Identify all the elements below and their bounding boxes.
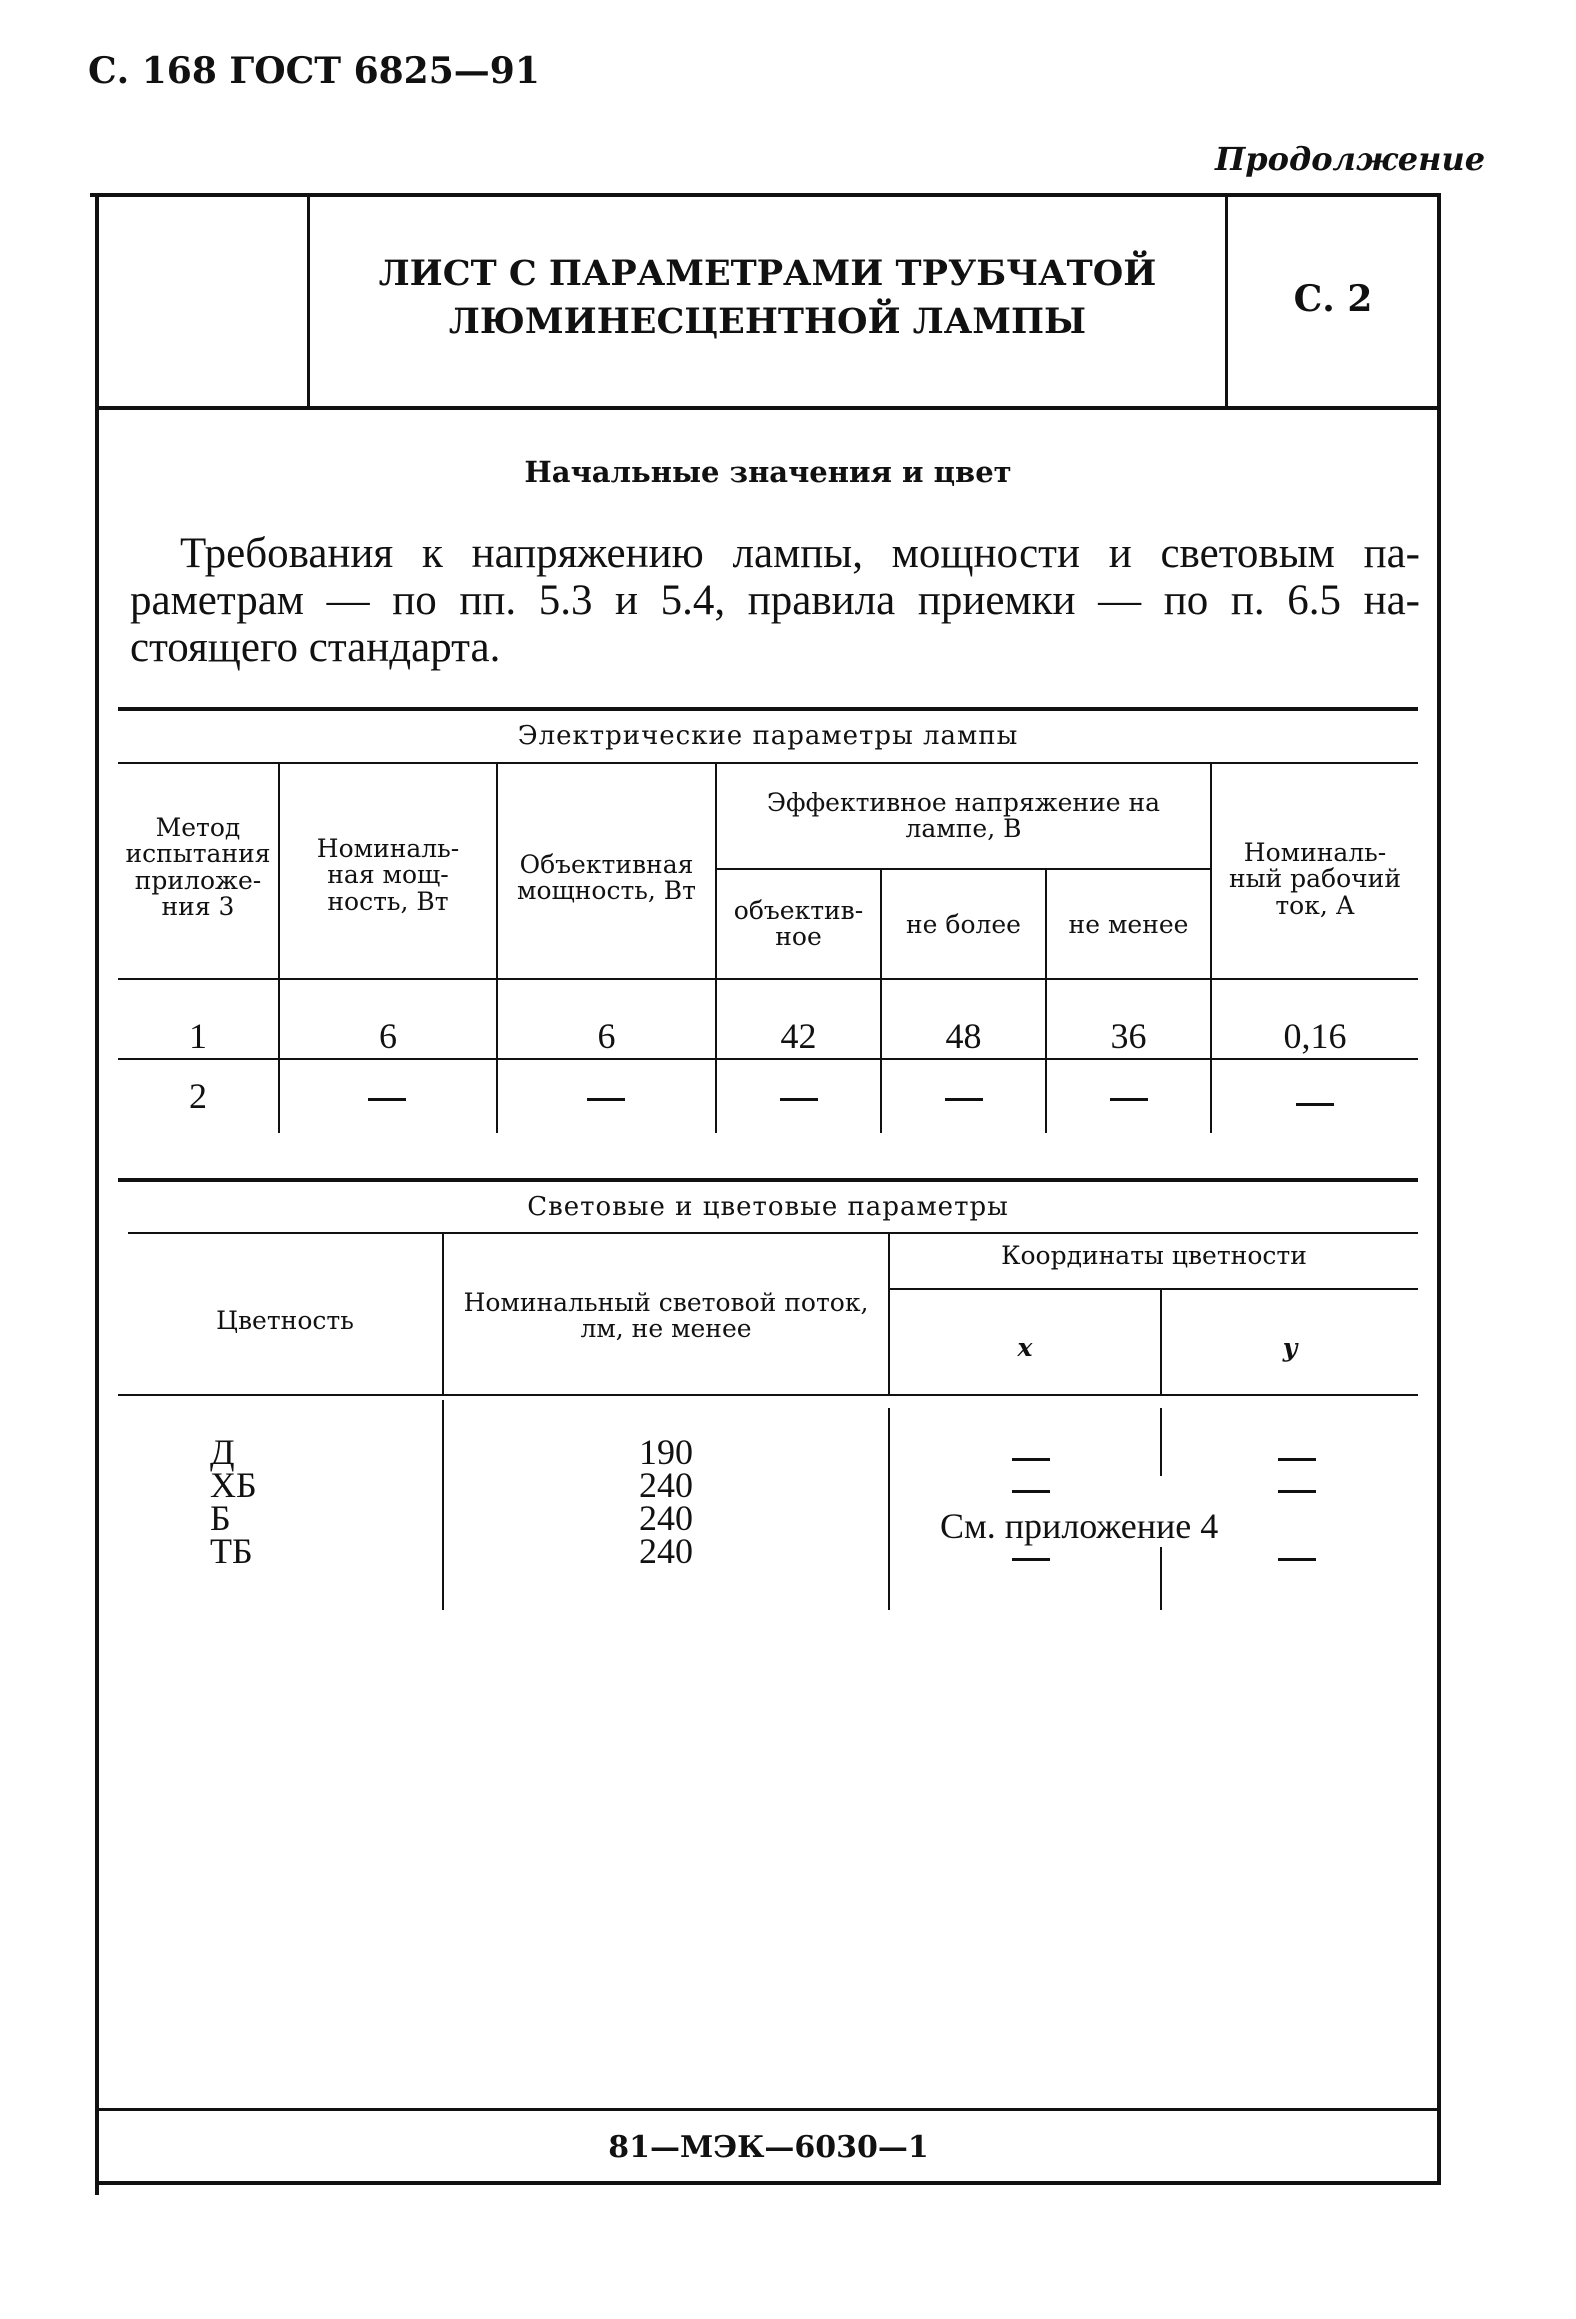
table-cell-dash [587,1098,625,1101]
light-top-line [118,1178,1418,1182]
x-dash [1012,1558,1050,1561]
footer-line [97,2108,1440,2111]
table-cell-dash [945,1098,983,1101]
table-cell-dash [1296,1103,1334,1106]
flux-list: 190 240 240 240 [639,1432,693,1571]
elec-col-voltage-max: не более [906,910,1021,939]
x-dash [1012,1490,1050,1493]
light-title: Световые и цветовые параметры [527,1192,1009,1222]
continuation-label: Продолжение [1215,140,1486,178]
frame-bottom [95,2181,1441,2185]
table-cell: 2 [189,1076,207,1116]
light-coords-subline [890,1288,1418,1290]
elec-col-voltage-group: Эффективное напряжение на лампе, В [766,788,1161,844]
table-cell: 0,16 [1283,1016,1347,1056]
sheet-page: С. 2 [1293,278,1373,320]
sheet-title: ЛИСТ С ПАРАМЕТРАМИ ТРУБЧАТОЙ ЛЮМИНЕСЦЕНТНОЙ ЛАМПЫ [378,253,1157,342]
section-paragraph: Требования к напряжению лампы, мощности и световым па- раметрам — по пп. 5.3 и 5.4, правила приемки — по п. 6.5 на- стоящего стандарта. [130,530,1420,671]
light-body-vline-2 [888,1408,890,1610]
elec-top-line [118,707,1418,711]
footer-code: 81—МЭК—6030—1 [608,2130,929,2165]
table-cell-dash [368,1098,406,1101]
light-body-vline-3 [1160,1408,1162,1476]
table-cell: 1 [189,1016,207,1056]
table-cell: 42 [780,1016,817,1056]
elec-col-voltage-objective: объектив- ное [733,896,864,952]
table-cell: 48 [945,1016,982,1056]
light-title-line [128,1232,1418,1234]
table-cell-dash [1110,1098,1148,1101]
elec-vline-5 [1045,870,1047,1133]
elec-col-current: Номиналь- ный рабочий ток, А [1228,838,1402,920]
light-col-coords: Координаты цветности [1001,1241,1307,1270]
elec-vline-2 [496,763,498,1133]
light-col-x: x [1017,1333,1033,1362]
title-bottom-line [97,406,1440,410]
page-header: С. 168 ГОСТ 6825—91 [88,50,540,92]
frame-top [90,193,1440,197]
y-dash [1278,1558,1316,1561]
y-dash [1278,1490,1316,1493]
elec-title: Электрические параметры лампы [517,721,1019,751]
see-appendix: См. приложение 4 [940,1506,1219,1546]
elec-vline-1 [278,763,280,1133]
light-col-color: Цветность [216,1306,354,1335]
elec-col-voltage-min: не менее [1068,910,1189,939]
table-cell: 6 [379,1016,397,1056]
elec-col-objective-power: Объективная мощность, Вт [517,850,696,906]
section-heading: Начальные значения и цвет [524,455,1012,489]
color-list: Д ХБ Б ТБ [210,1432,257,1571]
frame-left [95,193,99,2195]
elec-vline-4 [880,870,882,1133]
elec-vline-6 [1210,763,1212,1133]
table-cell-dash [780,1098,818,1101]
elec-title-line [118,762,1418,764]
frame-right [1437,193,1441,2181]
light-header-bottom [118,1394,1418,1396]
elec-col-nominal-power: Номиналь- ная мощ- ность, Вт [316,834,460,916]
y-dash [1278,1458,1316,1461]
table-cell: 36 [1110,1016,1147,1056]
elec-col-method: Метод испытания приложе- ния 3 [125,813,271,921]
elec-row1-line [118,1058,1418,1060]
x-dash [1012,1458,1050,1461]
elec-voltage-subline [716,868,1210,870]
light-col-y: y [1282,1333,1298,1362]
light-col-flux: Номинальный световой поток, лм, не менее [463,1288,869,1344]
light-body-vline-4 [1160,1545,1162,1610]
elec-header-bottom [118,978,1418,980]
table-cell: 6 [597,1016,616,1056]
